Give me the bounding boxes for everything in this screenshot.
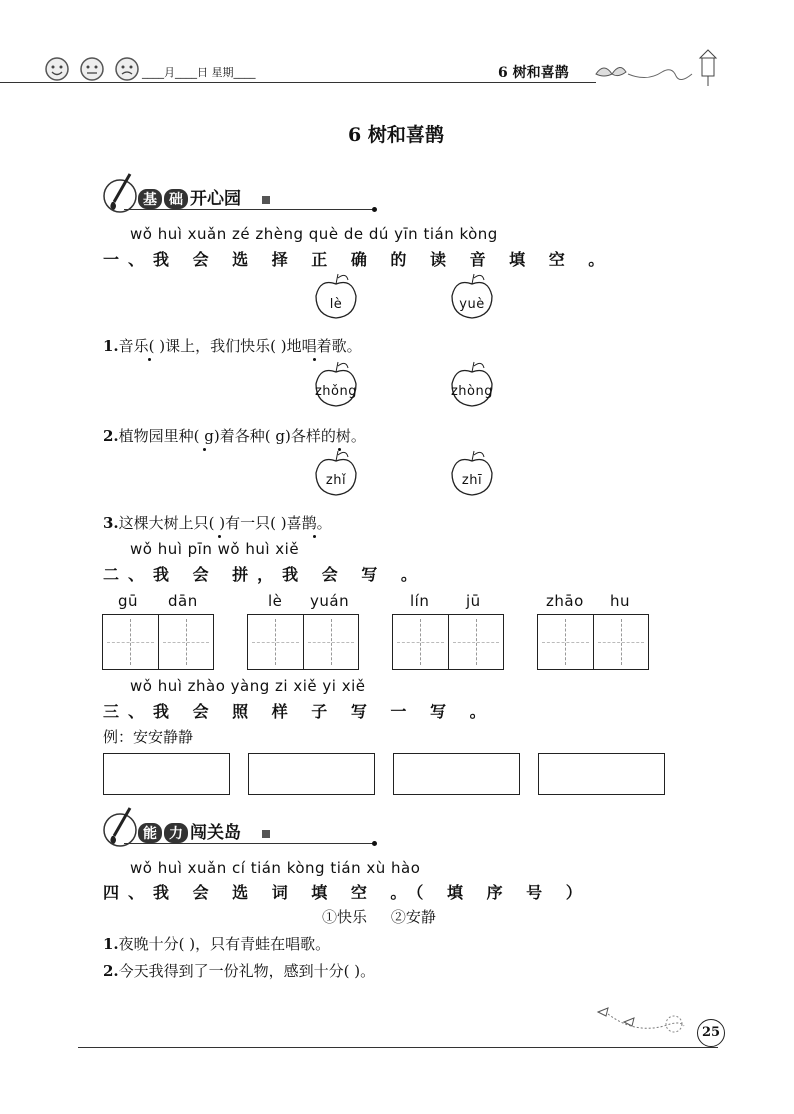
butterfly-lantern-icon <box>592 44 732 88</box>
page-title: 6 树和喜鹊 <box>348 124 444 146</box>
smiley-faces-icon <box>40 52 150 84</box>
section-title: 闯关岛 <box>190 823 241 843</box>
writing-grid[interactable] <box>247 614 359 670</box>
q3-example: 例：安安静静 <box>103 728 194 746</box>
q3-pinyin: wǒ huì zhào yàng zi xiě yi xiě <box>130 677 366 695</box>
section-pill-1: 能 <box>138 823 162 843</box>
square-deco-icon <box>262 830 270 838</box>
square-deco-icon <box>262 196 270 204</box>
apple-label: zhǒng <box>314 384 357 399</box>
section-pill-2: 力 <box>164 823 188 843</box>
q1-item-3: 3.这棵大树上只( )有一只( )喜鹊。 <box>103 514 332 532</box>
apple-label: zhòng <box>450 384 493 399</box>
apple-label: yuè <box>459 297 485 312</box>
q2-heading: 二、我 会 拼，我 会 写 。 <box>103 565 426 584</box>
apple-label: lè <box>329 297 343 312</box>
q1-heading: 一、我 会 选 择 正 确 的 读 音 填 空 。 <box>103 250 614 269</box>
footer-deco-icon <box>594 1004 704 1034</box>
apple-label: zhī <box>461 473 483 488</box>
header-lesson-ref: 6 树和喜鹊 <box>498 65 569 81</box>
date-line: ____月____日 星期____ <box>142 66 256 79</box>
answer-box[interactable] <box>103 753 230 795</box>
q2-pinyin: wǒ huì pīn wǒ huì xiě <box>130 540 300 558</box>
q4-item-1: 1.夜晚十分( )，只有青蛙在唱歌。 <box>103 935 331 953</box>
q4-pinyin: wǒ huì xuǎn cí tián kòng tián xù hào <box>130 859 421 877</box>
answer-box[interactable] <box>248 753 375 795</box>
section-title: 开心园 <box>190 189 241 209</box>
q3-heading: 三、我 会 照 样 子 写 一 写 。 <box>103 702 495 721</box>
q4-item-2: 2.今天我得到了一份礼物，感到十分( )。 <box>103 962 376 980</box>
section-pill-2: 础 <box>164 189 188 209</box>
section-pill-1: 基 <box>138 189 162 209</box>
answer-box[interactable] <box>393 753 520 795</box>
apple-label: zhǐ <box>325 473 347 488</box>
q1-item-2: 2.植物园里种( g)着各种( g)各样的树。 <box>103 427 366 445</box>
q1-pinyin: wǒ huì xuǎn zé zhèng què de dú yīn tián kòng <box>130 225 498 243</box>
q4-heading: 四、我 会 选 词 填 空 。（ 填 序 号 ） <box>103 883 591 902</box>
writing-grid[interactable] <box>102 614 214 670</box>
q1-item-1: 1.音乐( )课上，我们快乐( )地唱着歌。 <box>103 337 362 355</box>
writing-grid[interactable] <box>537 614 649 670</box>
answer-box[interactable] <box>538 753 665 795</box>
page-number: 25 <box>697 1019 725 1047</box>
writing-grid[interactable] <box>392 614 504 670</box>
q4-options: ①快乐 ②安静 <box>322 908 436 926</box>
